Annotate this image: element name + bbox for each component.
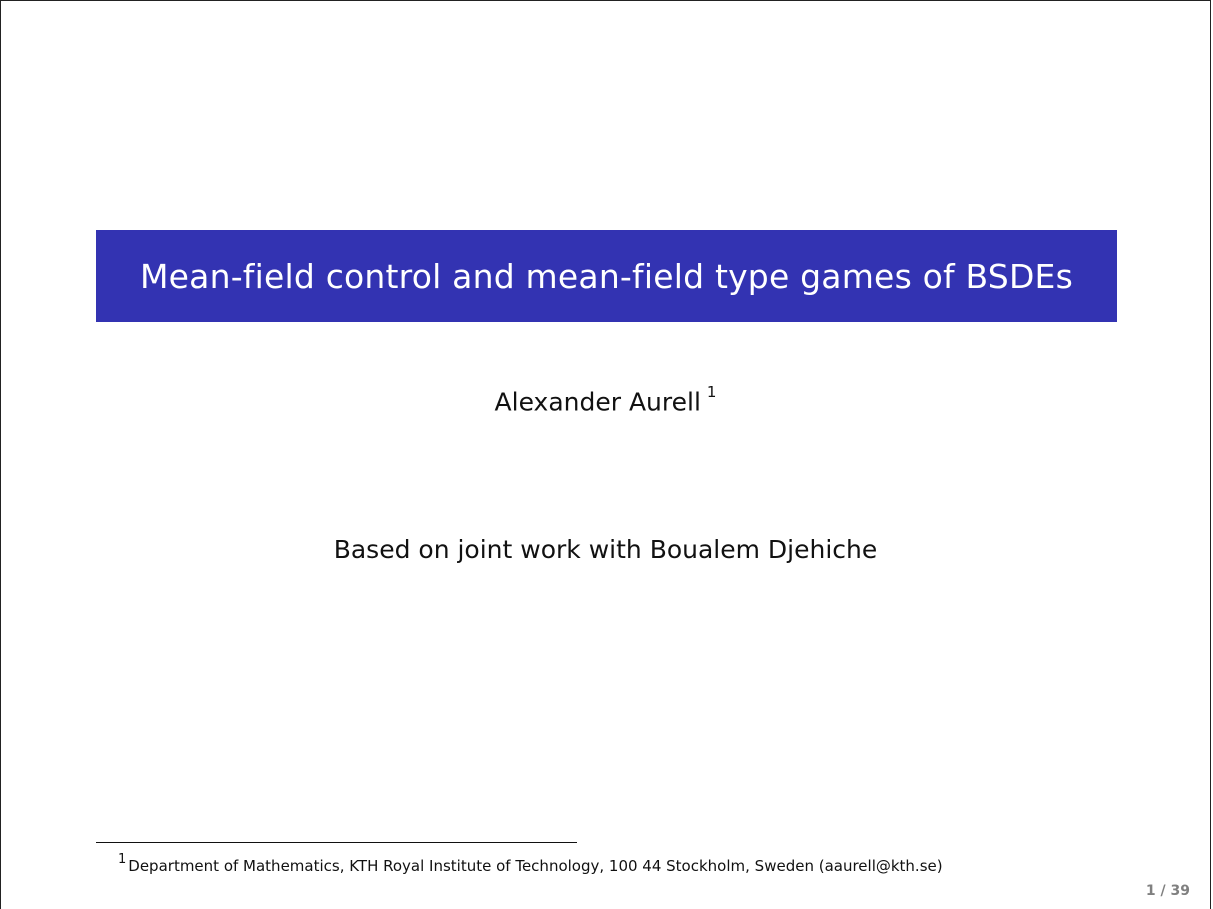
footnote bbox=[118, 854, 943, 875]
author-name: Alexander Aurell bbox=[494, 387, 701, 417]
footnote-mark: 1 bbox=[118, 852, 127, 867]
title-bar bbox=[96, 230, 1117, 322]
subtitle: Based on joint work with Boualem Djehiche bbox=[333, 535, 878, 564]
slide-title: Mean-field control and mean-field type games of BSDEs bbox=[139, 256, 1074, 296]
footnote-rule bbox=[96, 842, 577, 843]
author-footnote-mark: 1 bbox=[706, 383, 717, 401]
page-number: 1 / 39 bbox=[1145, 883, 1190, 899]
footnote-text: Department of Mathematics, KTH Royal Institute of Technology, 100 44 Stockholm, Sweden (aaurell@kth.se) bbox=[128, 857, 943, 875]
author-line bbox=[1, 383, 1210, 417]
